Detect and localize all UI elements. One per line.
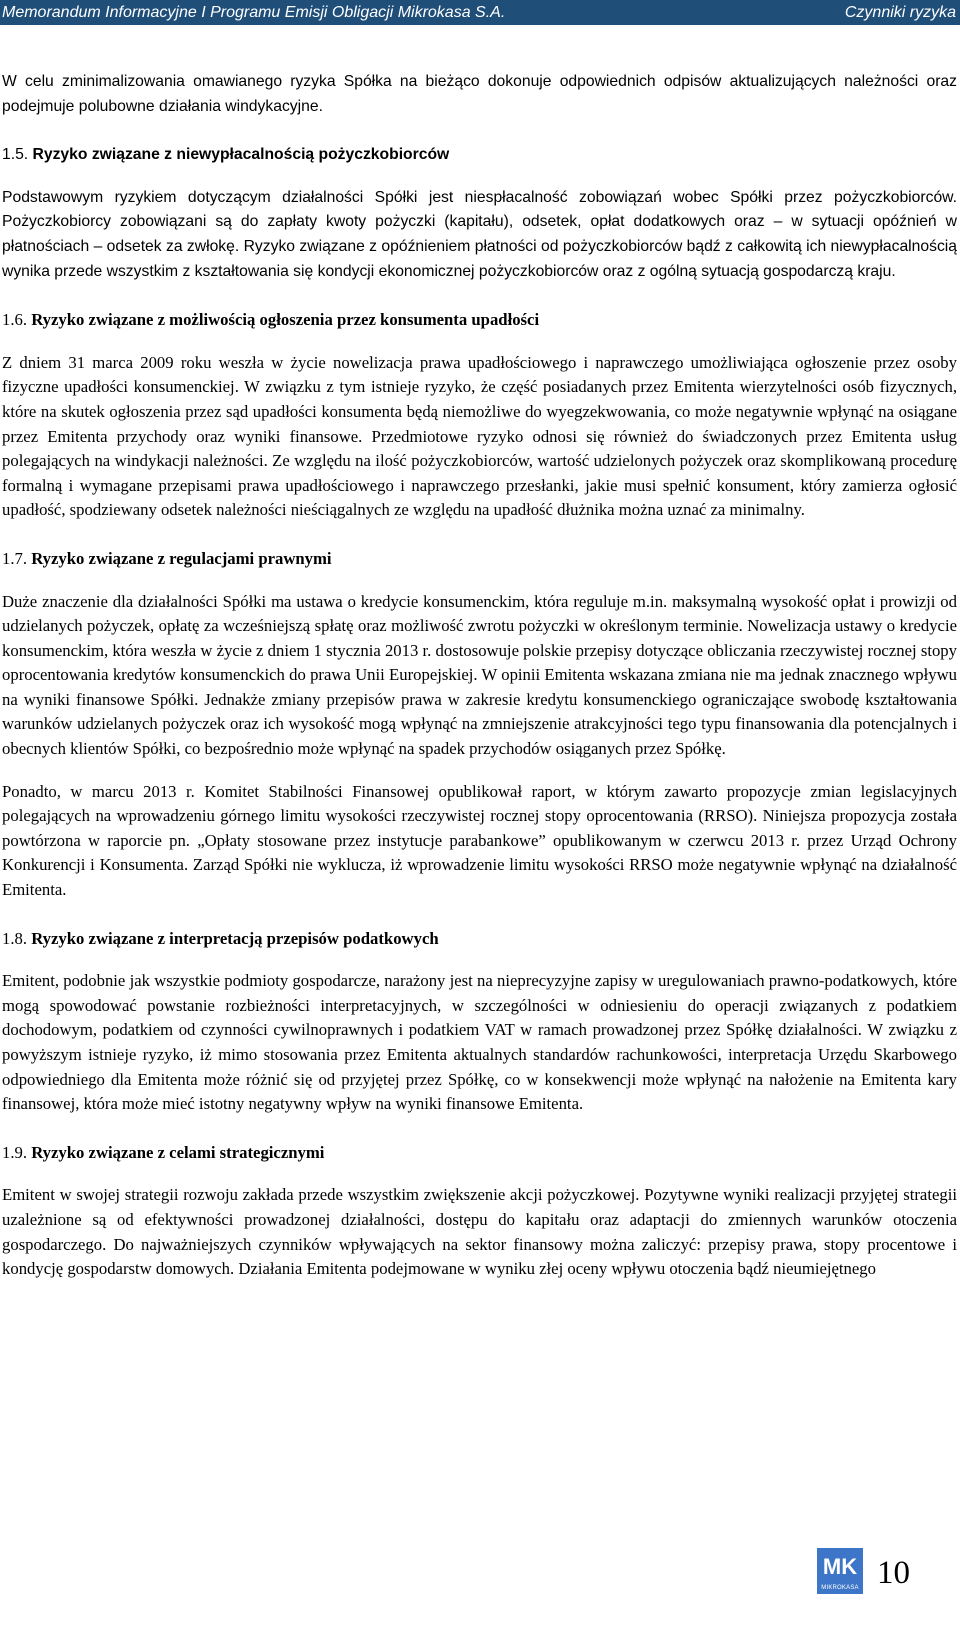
section-paragraph: Z dniem 31 marca 2009 roku weszła w życie nowelizacja prawa upadłościowego i naprawczego umożliwiająca ogłoszenie przez osoby fizyczne upadłości konsumenckiej. W związku z tym istnieje ryzyko, że część posiadanych przez Emitenta wierzytelności osób fizycznych, które na skutek ogłoszenia przez sąd upadłości konsumenta będą niemożliwe do wyegzekwowania, co może negatywnie wpłynąć na osiągane przez Emitenta przychody oraz wyniki finansowe. Przedmiotowe ryzyko odnosi się również do świadczonych przez Emitenta usług polegających na windykacji należności. Ze względu na ilość pożyczkobiorców, wartość udzielonych pożyczek oraz skomplikowaną procedurę formalną i wymagane przepisami prawa upadłościowego i naprawczego przesłanki, jakie musi spełnić konsument, który zamierza ogłosić upadłość, spodziewany odsetek należności nieściągalnych ze względu na upadłość dłużnika można uznać za minimalny. [2, 352, 957, 520]
logo-text: MIKROKASA [821, 1585, 859, 1591]
section-paragraph: Emitent, podobnie jak wszystkie podmioty gospodarcze, narażony jest na nieprecyzyjne zapisy w uregulowaniach prawno-podatkowych, które mogą spowodować powstanie rozbieżności interpretacyjnych, w szczególności w odniesieniu do operacji związanych z podatkiem dochodowym, podatkiem od czynności cywilnoprawnych i podatkiem VAT w ramach prowadzonej przez Spółkę działalności. W związku z powyższym istnieje ryzyko, iż mimo stosowania przez Emitenta aktualnych standardów rachunkowości, interpretacja Urzędu Skarbowego odpowiedniego dla Emitenta może różnić się od przyjętej przez Spółkę, co w konsekwencji może wpłynąć na nałożenie na Emitenta kary finansowej, która może mieć istotny negatywny wpływ na wyniki finansowe Emitenta. [2, 971, 957, 1114]
section-paragraph: Podstawowym ryzykiem dotyczącym działalności Spółki jest niespłacalność zobowiązań wobec Spółki przez pożyczkobiorców. Pożyczkobiorcy zobowiązani są do zapłaty kwoty pożyczki (kapitału), odsetek, opłat dodatkowych oraz – w sytuacji opóźnień w płatnościach – odsetek za zwłokę. Ryzyko związane z opóźnieniem płatności od pożyczkobiorców bądź z całkowitą ich niewypłacalnością wynika przede wszystkim z kształtowania się kondycji ekonomicznej pożyczkobiorców oraz z ogólną sytuacją gospodarczą kraju. [2, 188, 957, 280]
section-1-5 [2, 143, 957, 284]
page-header [0, 0, 960, 25]
header-section-title: Czynniki ryzyka [844, 4, 956, 21]
section-heading [2, 308, 957, 333]
section-1-6 [2, 308, 957, 523]
section-number: 1.9. [2, 1142, 28, 1162]
section-paragraph: Duże znaczenie dla działalności Spółki ma ustawa o kredycie konsumenckim, która reguluje m.in. maksymalną wysokość opłat i prowizji od udzielanych pożyczek, opłatę za wcześniejszą spłatę oraz możliwość zwrotu pożyczki w określonym terminie. Nowelizacja ustawy o kredycie konsumenckim, która weszła w życie z dniem 1 stycznia 2013 r. dostosowuje polskie przepisy dotyczące obliczania rzeczywistej rocznej stopy oprocentowania kredytów konsumenckich do prawa Unii Europejskiej. W opinii Emitenta wskazana zmiana nie ma jednak znacznego wpływu na wyniki finansowe Spółki. Jednakże zmiany przepisów prawa w zakresie kredytu konsumenckiego ograniczające swobodę kształtowania warunków udzielanych pożyczek oraz ich wysokość mogą wpłynąć na zmniejszenie atrakcyjności tego typu finansowania dla potencjalnych i obecnych klientów Spółki, co bezpośrednio może wpłynąć na spadek przychodów osiąganych przez Spółkę. [2, 591, 957, 759]
document-body [2, 70, 957, 1282]
page-number: 10 [877, 1555, 910, 1591]
section-title: Ryzyko związane z niewypłacalnością pożyczkobiorców [32, 146, 450, 164]
section-title: Ryzyko związane z regulacjami prawnymi [31, 548, 332, 568]
section-title: Ryzyko związane z celami strategicznymi [31, 1142, 325, 1162]
section-heading [2, 143, 957, 168]
section-number: 1.6. [2, 310, 28, 330]
mikrokasa-logo [817, 1548, 863, 1594]
section-title: Ryzyko związane z możliwością ogłoszenia przez konsumenta upadłości [31, 310, 540, 330]
section-heading [2, 1141, 957, 1166]
section-1-9 [2, 1141, 957, 1282]
intro-block [2, 70, 957, 119]
section-number: 1.5. [2, 146, 29, 164]
section-number: 1.7. [2, 548, 28, 568]
intro-paragraph: W celu zminimalizowania omawianego ryzyka Spółka na bieżąco dokonuje odpowiednich odpisów aktualizujących należności oraz podejmuje polubowne działania windykacyjne. [2, 73, 957, 115]
section-heading [2, 927, 957, 952]
section-title: Ryzyko związane z interpretacją przepisów podatkowych [31, 928, 439, 948]
header-document-title: Memorandum Informacyjne I Programu Emisji Obligacji Mikrokasa S.A. [2, 4, 506, 21]
section-paragraph: Ponadto, w marcu 2013 r. Komitet Stabilności Finansowej opublikował raport, w którym zawarto propozycje zmian legislacyjnych polegających na wprowadzeniu górnego limitu wysokości rzeczywistej rocznej stopy oprocentowania (RRSO). Niniejsza propozycja została powtórzona w raporcie pn. „Opłaty stosowane przez instytucje parabankowe” opublikowanym w czerwcu 2013 r. przez Urząd Ochrony Konkurencji i Konsumenta. Zarząd Spółki nie wyklucza, iż wprowadzenie limitu wysokości RRSO może negatywnie wpłynąć na działalność Emitenta. [2, 781, 957, 900]
logo-mark: MK [822, 1554, 858, 1579]
section-number: 1.8. [2, 928, 28, 948]
section-paragraph: Emitent w swojej strategii rozwoju zakłada przede wszystkim zwiększenie akcji pożyczkowej. Pozytywne wyniki realizacji przyjętej strategii uzależnione są od efektywności prowadzonej działalności, dostępu do kapitału oraz adaptacji do zmiennych warunków otoczenia gospodarczego. Do najważniejszych czynników wpływających na sektor finansowy można zaliczyć: przepisy prawa, stopy procentowe i kondycję gospodarstw domowych. Działania Emitenta podejmowane w wyniku złej oceny wpływu otoczenia bądź nieumiejętnego [2, 1185, 957, 1279]
section-1-8 [2, 927, 957, 1117]
section-heading [2, 547, 957, 572]
section-1-7 [2, 547, 957, 903]
